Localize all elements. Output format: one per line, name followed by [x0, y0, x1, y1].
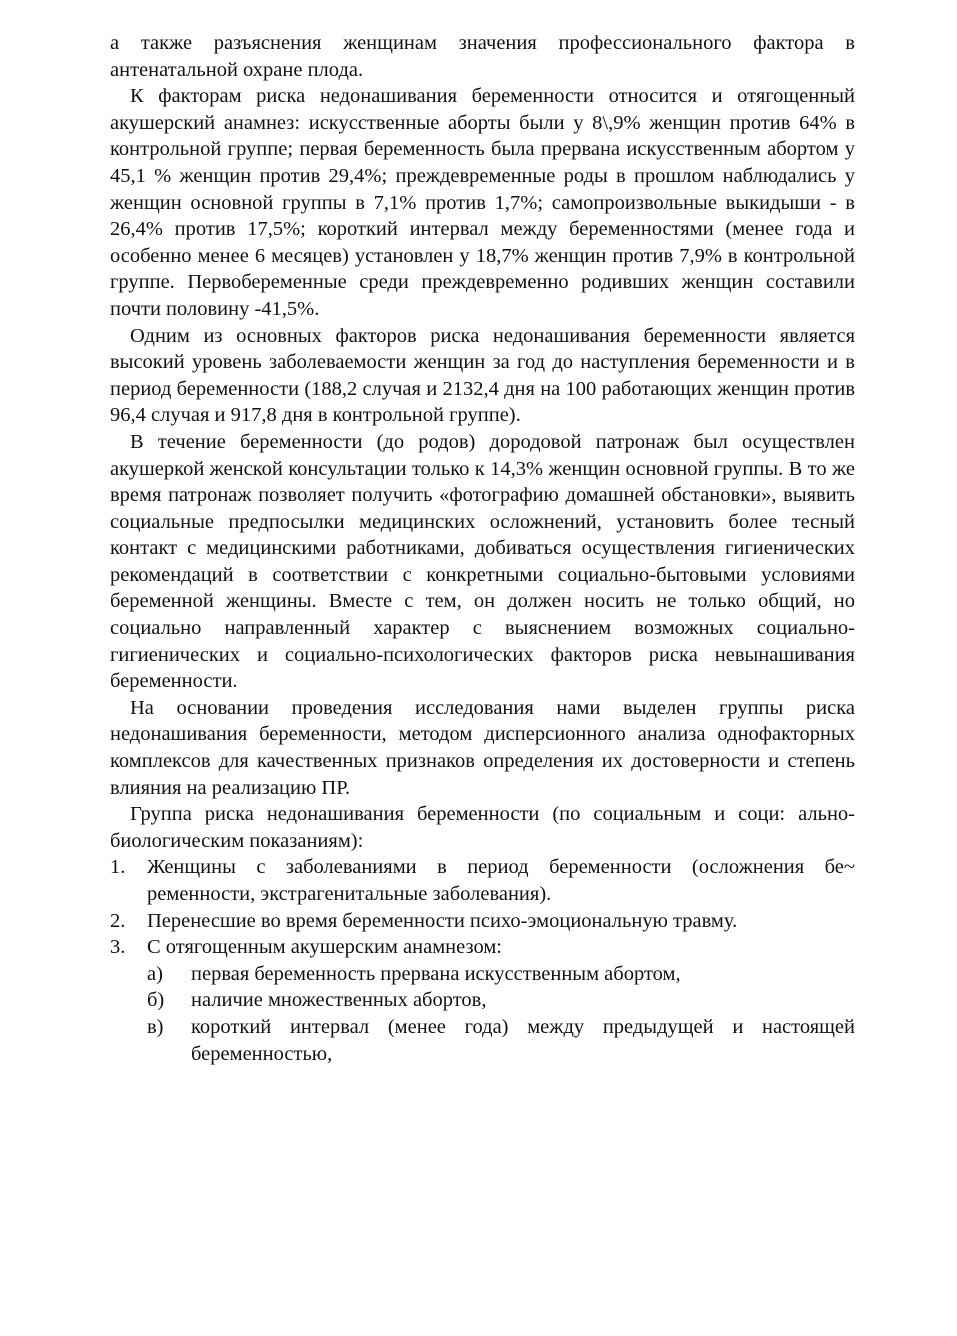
sublist-item [110, 961, 855, 988]
sublist-marker: в) [147, 1015, 164, 1038]
sublist-item [110, 1014, 855, 1067]
paragraph-4: В течение беременности (до родов) дородовой патронаж был осуществлен акушеркой женской консультации только к 14,3% женщин основной группы. В то же время патронаж позволяет получить «фотографию домашней обстановки», выявить социальные предпосылки медицинских осложнений, установить более тесный контакт с медицинскими работниками, добиваться осуществления гигиенических рекомендаций в соответствии с конкретными социально-бытовыми условиями беременной женщины. Вместе с тем, он должен носить не только общий, но социально направленный характер с выяснением возможных социально-гигиенических и социально-психологических факторов риска невынашивания беременности. [110, 430, 855, 693]
list-item [110, 934, 855, 961]
sublist-marker: б) [147, 989, 165, 1012]
document-page [110, 30, 855, 1067]
sublist-item-text: первая беременность прервана искусственным абортом, [191, 962, 681, 985]
list-item [110, 854, 855, 907]
risk-group-list [110, 854, 855, 960]
sublist-item-text: наличие множественных абортов, [191, 989, 487, 1012]
sublist-marker: а) [147, 962, 163, 985]
list-marker: 2. [110, 909, 126, 932]
list-item-text: С отягощенным акушерским анамнезом: [147, 936, 502, 959]
sublist-item [110, 987, 855, 1014]
paragraph-1: а также разъяснения женщинам значения профессионального фактора в антенатальной охране плода. [110, 32, 855, 81]
paragraph-6: Группа риска недонашивания беременности (по социальным и соци: ально-биологическим показаниям): [110, 803, 855, 852]
list-item [110, 908, 855, 935]
paragraph-3: Одним из основных факторов риска недонашивания беременности является высокий уровень заболеваемости женщин за год до наступления беременности и в период беременности (188,2 случая и 2132,4 дня на 100 работающих женщин против 96,4 случая и 917,8 дня в контрольной группе). [110, 324, 855, 427]
list-item-text: Женщины с заболеваниями в период беременности (осложнения бе~ ременности, экстрагенитальные заболевания). [147, 856, 855, 905]
paragraph-5: На основании проведения исследования нами выделен группы риска недонашивания беременности, методом дисперсионного анализа однофакторных комплексов для качественных признаков определения их достоверности и степень влияния на реализацию ПР. [110, 696, 855, 799]
paragraph-2: К факторам риска недонашивания беременности относится и отягощенный акушерский анамнез: искусственные аборты были у 8\,9% женщин против 64% в контрольной группе; первая беременность была прервана искусственным абортом у 45,1 % женщин против 29,4%; преждевременные роды в прошлом наблюдались у женщин основной группы в 7,1% против 1,7%; самопроизвольные выкидыши - в 26,4% против 17,5%; короткий интервал между беременностями (менее года и особенно менее 6 месяцев) установлен у 18,7% женщин против 7,9% в контрольной группе. Первобеременные среди преждевременно родивших женщин составили почти половину -41,5%. [110, 85, 855, 320]
list-item-text: Перенесшие во время беременности психо-эмоциональную травму. [147, 909, 738, 932]
list-marker: 1. [110, 856, 126, 879]
list-marker: 3. [110, 936, 126, 959]
sublist-item-text: короткий интервал (менее года) между предыдущей и настоящей беременностью, [191, 1015, 855, 1065]
anamnesis-sublist [110, 961, 855, 1067]
